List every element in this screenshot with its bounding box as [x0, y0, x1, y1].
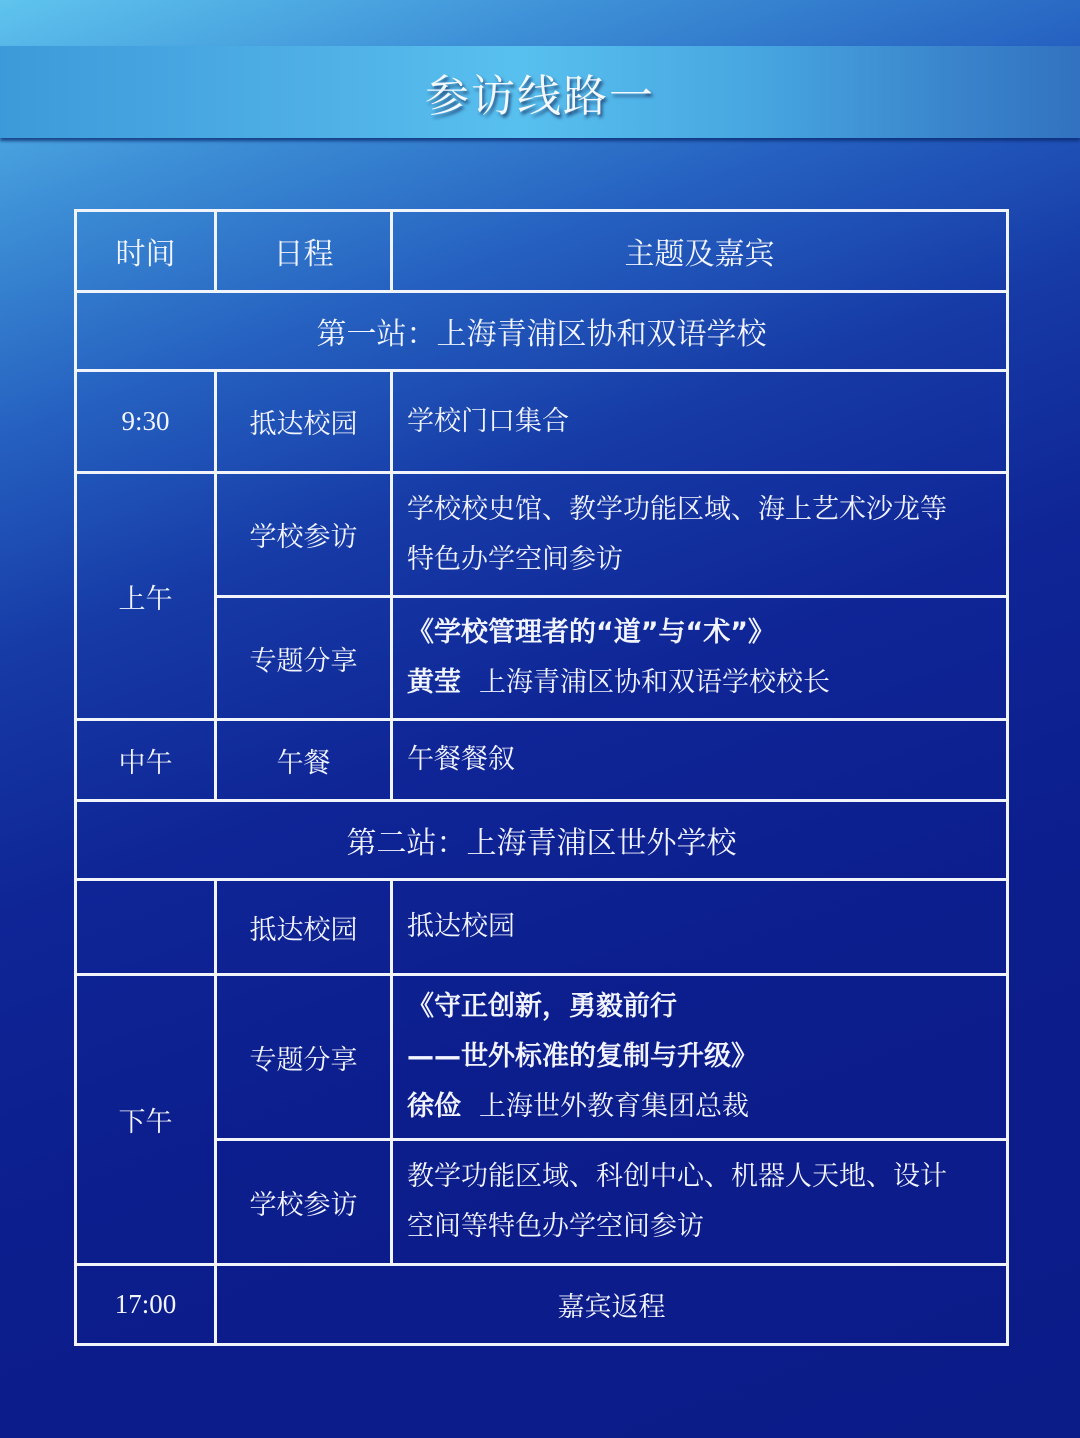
content-line: 抵达校园: [407, 911, 515, 942]
content-line: 教学功能区域、科创中心、机器人天地、设计: [407, 1161, 947, 1192]
activity-cell: 学校参访: [216, 1140, 392, 1265]
content-cell: [392, 371, 1008, 473]
content-cell: [392, 1140, 1008, 1265]
table-row: [76, 1265, 1008, 1345]
table-row: [76, 371, 1008, 473]
time-cell: 9:30: [76, 371, 216, 473]
guest-line: [407, 1082, 1006, 1132]
content-cell: [392, 473, 1008, 597]
header-time: 时间: [76, 211, 216, 292]
topic-title-line: 《守正创新，勇毅前行: [407, 991, 677, 1022]
activity-cell: 专题分享: [216, 975, 392, 1140]
table-row: [76, 597, 1008, 720]
station-2-label: 第二站：上海青浦区世外学校: [76, 801, 1008, 880]
table-row: [76, 1140, 1008, 1265]
activity-cell: 专题分享: [216, 597, 392, 720]
guest-name: 徐俭: [407, 1091, 461, 1122]
topic-title: 《学校管理者的“道”与“术”》: [407, 617, 775, 648]
activity-cell: 嘉宾返程: [216, 1265, 1008, 1345]
title-banner: [0, 46, 1080, 138]
time-cell: 下午: [76, 975, 216, 1265]
content-cell: [392, 880, 1008, 975]
content-line: 学校校史馆、教学功能区域、海上艺术沙龙等: [407, 493, 947, 525]
guest-title: 上海世外教育集团总裁: [479, 1091, 749, 1122]
table-row: [76, 880, 1008, 975]
guest-line: [407, 658, 1006, 708]
content-line: 特色办学空间参访: [407, 543, 623, 575]
time-cell: [76, 880, 216, 975]
activity-cell: 抵达校园: [216, 371, 392, 473]
activity-cell: 午餐: [216, 720, 392, 801]
activity-cell: 抵达校园: [216, 880, 392, 975]
content-line: 午餐餐叙: [407, 744, 515, 775]
content-cell: [392, 720, 1008, 801]
content-line: 空间等特色办学空间参访: [407, 1211, 704, 1242]
activity-cell: 学校参访: [216, 473, 392, 597]
time-cell: 17:00: [76, 1265, 216, 1345]
station-row: [76, 801, 1008, 880]
content-cell: [392, 597, 1008, 720]
table-header-row: [76, 211, 1008, 292]
station-1-label: 第一站：上海青浦区协和双语学校: [76, 292, 1008, 371]
table-row: [76, 720, 1008, 801]
topic-title-line: ——世外标准的复制与升级》: [407, 1041, 758, 1072]
station-row: [76, 292, 1008, 371]
time-cell: 上午: [76, 473, 216, 720]
page-title: 参访线路一: [425, 71, 655, 122]
table-row: [76, 975, 1008, 1140]
time-cell: 中午: [76, 720, 216, 801]
schedule-table: [74, 209, 1009, 1346]
guest-name: 黄莹: [407, 667, 461, 698]
table-row: [76, 473, 1008, 597]
guest-title: 上海青浦区协和双语学校校长: [479, 667, 830, 698]
content-cell: [392, 975, 1008, 1140]
header-schedule: 日程: [216, 211, 392, 292]
content-line: 学校门口集合: [407, 405, 569, 437]
header-topic-guests: 主题及嘉宾: [392, 211, 1008, 292]
